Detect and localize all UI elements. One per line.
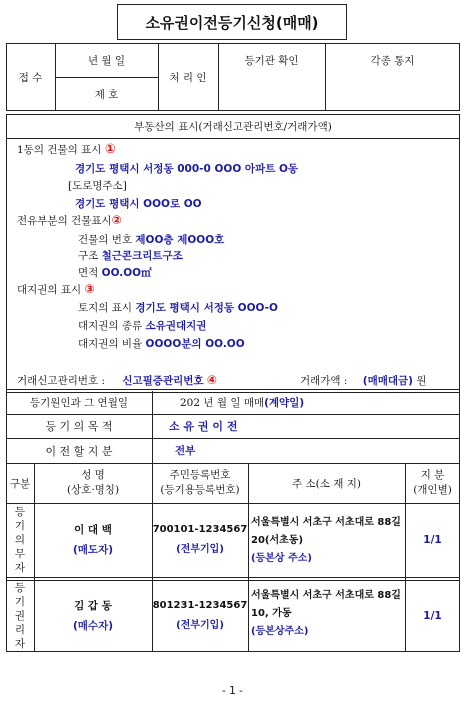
land-label: 토지의 표시 bbox=[78, 302, 133, 314]
party-id-subheader: (등기용등록번호) bbox=[160, 484, 240, 496]
party-name-header: 성 명 bbox=[81, 469, 105, 481]
share-value: 전부 bbox=[175, 445, 196, 457]
obligor-address-note: (등본상 주소) bbox=[251, 553, 312, 564]
price-value: (매매대금) bbox=[362, 375, 413, 387]
land-ratio-value: OOOO분의 OO.OO bbox=[145, 338, 245, 350]
area-label: 면적 bbox=[78, 267, 99, 279]
marker-1: ① bbox=[104, 142, 116, 157]
road-address: 경기도 평택시 OOO로 OO bbox=[75, 198, 202, 210]
cause-value: 202 년 월 일 매매 bbox=[180, 397, 265, 409]
form-title: 소유권이전등기신청(매매) bbox=[145, 13, 319, 32]
holder-id-note: (전부기입) bbox=[176, 619, 224, 631]
holder-role: (매수자) bbox=[72, 619, 114, 632]
division-char: 등 bbox=[14, 506, 26, 518]
land-kind-label: 대지권의 종류 bbox=[78, 320, 143, 332]
division-char: 권 bbox=[14, 609, 26, 622]
receipt-date-label: 년 월 일 bbox=[87, 54, 126, 67]
party-row-holder-division bbox=[6, 579, 34, 652]
obligor-name: 이 대 백 bbox=[74, 524, 112, 536]
obligor-role: (매도자) bbox=[72, 544, 114, 556]
party-share-header: 지 분 bbox=[420, 469, 445, 481]
structure-label: 구조 bbox=[78, 250, 99, 262]
road-address-label: [도로명주소] bbox=[68, 180, 127, 192]
land-value: 경기도 평택시 서정동 OOO-O bbox=[135, 302, 278, 314]
holder-address: 서울특별시 서초구 서초대로 88길 10, 가동 bbox=[251, 590, 401, 619]
property-heading: 부동산의 표시(거래신고관리번호/거래가액) bbox=[134, 120, 332, 133]
price-unit: 원 bbox=[416, 375, 427, 387]
purpose-value: 소 유 권 이 전 bbox=[169, 420, 238, 433]
land-kind-value: 소유권대지권 bbox=[145, 320, 207, 332]
division-char: 자 bbox=[14, 637, 26, 650]
obligor-share: 1/1 bbox=[423, 534, 442, 546]
building-address: 경기도 평택시 서정동 000-0 OOO 아파트 O동 bbox=[75, 163, 299, 175]
notices-label: 각종 통지 bbox=[370, 54, 415, 67]
building-label: 1동의 건물의 표시 bbox=[17, 144, 102, 156]
share-label: 이 전 할 지 분 bbox=[45, 444, 113, 458]
price-label: 거래가액 : bbox=[300, 375, 348, 387]
handling-person-label: 처 리 인 bbox=[169, 71, 207, 84]
report-number-value: 신고필증관리번호 bbox=[122, 375, 204, 387]
land-right-label: 대지권의 표시 bbox=[17, 284, 82, 296]
division-char: 무 bbox=[14, 548, 26, 560]
unit-number: 제OO층 제OOO호 bbox=[135, 234, 225, 246]
land-ratio-label: 대지권의 비율 bbox=[78, 338, 143, 350]
registry-check-label: 등기관 확인 bbox=[244, 54, 299, 67]
obligor-address: 서울특별시 서초구 서초대로 88길 20(서초동) bbox=[251, 517, 401, 546]
division-char: 등 bbox=[14, 581, 26, 594]
holder-address-note: (등본상주소) bbox=[251, 626, 309, 637]
structure-value: 철근콘크리트구조 bbox=[101, 250, 183, 262]
party-name-subheader: (상호·명칭) bbox=[66, 484, 120, 496]
division-char: 기 bbox=[14, 520, 26, 532]
division-char: 기 bbox=[14, 595, 26, 608]
party-id-header: 주민등록번호 bbox=[169, 469, 231, 481]
purpose-label: 등 기 의 목 적 bbox=[45, 420, 113, 433]
division-char: 자 bbox=[14, 562, 26, 574]
obligor-id: 700101-1234567 bbox=[152, 524, 248, 535]
holder-name: 김 갑 동 bbox=[74, 599, 112, 612]
holder-share: 1/1 bbox=[423, 609, 442, 622]
obligor-id-note: (전부기입) bbox=[176, 544, 224, 555]
cause-label: 등기원인과 그 연월일 bbox=[30, 397, 128, 409]
marker-3: ③ bbox=[84, 282, 95, 296]
report-number-label: 거래신고관리번호 : bbox=[17, 375, 106, 387]
unit-label: 전유부분의 건물표시 bbox=[17, 215, 112, 227]
marker-2: ② bbox=[111, 213, 122, 227]
party-share-subheader: (개인별) bbox=[413, 484, 452, 496]
form-title-box bbox=[117, 4, 347, 40]
page-number: - 1 - bbox=[222, 685, 243, 697]
receipt-number-label: 제 호 bbox=[94, 88, 119, 101]
holder-id: 801231-1234567 bbox=[152, 599, 248, 611]
party-row-obligor-division bbox=[6, 503, 34, 577]
party-division-header: 구분 bbox=[9, 477, 31, 490]
marker-4: ④ bbox=[206, 373, 218, 387]
unit-number-label: 건물의 번호 bbox=[78, 234, 133, 246]
cause-contract-note: (계약일) bbox=[264, 397, 305, 409]
party-address-header: 주 소(소 재 지) bbox=[292, 477, 361, 490]
division-char: 리 bbox=[14, 623, 26, 636]
receipt-label: 접 수 bbox=[18, 71, 43, 84]
division-char: 의 bbox=[14, 534, 26, 546]
area-value: OO.OO㎡ bbox=[101, 267, 152, 279]
